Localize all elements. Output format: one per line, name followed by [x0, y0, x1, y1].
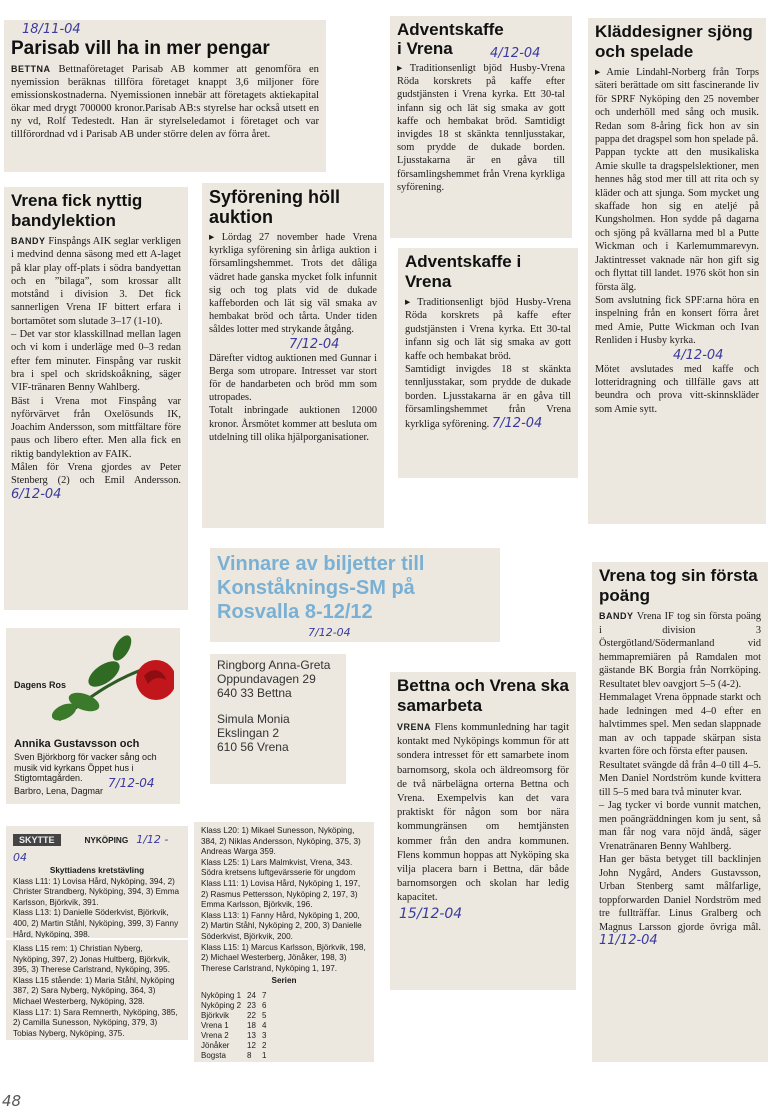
serien-row: [201, 1051, 272, 1061]
article-parisab: [4, 20, 326, 172]
winners-addresses: [210, 654, 346, 784]
article-body: [397, 720, 569, 906]
ros-signed: Barbro, Lena, Dagmar: [14, 786, 104, 796]
article-text: Flens kommunledning har tagit kontakt med Nyköpings kommun för att sondera intresset för ett samarbete inom barnomsorg, skola och äldreomsorg för de två närbelägna orterna Bettna och Vrena. Exempelvis kan det vara praktiskt för någon som bor nära kommungränsen om hemtjänsten kommer från den andra kommunen. Flens kommun hoppas att Nyköping ska vilja placera barn i Bettna, där både barnomsorgen och skolan har ledig kapacitet.: [397, 722, 570, 904]
serien-cell-team: Bogsta: [201, 1050, 226, 1060]
handwritten-date: 4/12-04: [673, 347, 724, 363]
article-dagens-ros: [6, 628, 180, 804]
article-body-2: Mötet avslutades med kaffe och lotteridragning och tillfälle gavs att beundra och prova vitt-skinnskläder som Amie sytt.: [595, 363, 759, 415]
handwritten-date: 1/12 - 04: [13, 833, 169, 864]
ros-recipient: Annika Gustavsson och: [14, 738, 140, 750]
serien-cell-a: 24: [247, 990, 256, 1000]
serien-cell-team: Vrena 1: [201, 1020, 229, 1030]
article-body: [11, 63, 319, 141]
handwritten-date: 4/12-04: [490, 46, 541, 61]
serien-row: [201, 991, 272, 1001]
page-number: 48: [2, 1092, 22, 1110]
skytte-results-left-2: [6, 940, 188, 1040]
serien-cell-b: 2: [261, 1040, 267, 1050]
serien-cell-b: 7: [261, 990, 267, 1000]
serien-label: Serien: [271, 976, 297, 986]
article-body: ▸ Amie Lindahl-Norberg från Torps säteri berättade om sitt fascinerande liv för SPRF Nyköping den 25 november och underhöll med sång och musik. Redan som 8-åring fick hon av sin pappa det dragspel som hon spelade på. Pappan tyckte att den musikaliska Amie skulle ta dragspelslektioner, men hennes håg stod mer till att rita och sy kläder och att sjunga. Som mycket ung skaffade hon sig en ateljé på Kungsholmen. Hon sydde på dagarna och sjöng på kvällarna med bl a Putte Wickman och i Karlemummarevyn. Jaktintresset vaknade när hon gift sig och flyttat till landet. 1976 sköt hon sin första älg. Som avslutning fick SPF:arna höra en inspelning från en konsert förra året med Amie, Putte Wickman och Ivan Renliden i Husby kyrka.: [595, 67, 759, 347]
ros-text: Sven Björkborg för vacker sång och musik vid kyrkans Öppet hus i Stigtomtagården.: [14, 752, 157, 784]
serien-cell-a: 12: [247, 1040, 256, 1050]
handwritten-date: 6/12-04: [11, 486, 62, 502]
serien-cell-team: Vrena 2: [201, 1030, 229, 1040]
skytte-header: SKYTTE: [13, 834, 61, 846]
serien-row: [201, 1001, 272, 1011]
skytte-results-middle: [194, 822, 374, 1062]
serien-cell-team: Nyköping 2: [201, 1000, 242, 1010]
serien-cell-team: Björkvik: [201, 1010, 230, 1020]
kicker: VRENA: [397, 722, 432, 732]
serien-cell-a: 23: [247, 1000, 256, 1010]
article-bettna-vrena: [390, 672, 576, 990]
article-body-2: Därefter vidtog auktionen med Gunnar i Berga som utropare. Intresset var stort för de handarbeten och bröd mm som utropades. Totalt inbringade auktionen 12000 kronor. Årsmötet kommer att besluta om utdelning till olika hjälporganisationer.: [209, 352, 377, 443]
rose-image: [14, 632, 174, 724]
serien-cell-a: 8: [247, 1050, 252, 1060]
serien-table: [201, 991, 272, 1061]
dagens-ros-label: Dagens Ros: [14, 680, 67, 690]
article-vinnare: [210, 548, 500, 642]
article-forsta-poang: [592, 562, 768, 1062]
serien-cell-a: 22: [247, 1010, 256, 1020]
handwritten-date: 7/12-04: [289, 336, 340, 352]
kicker: BETTNA: [11, 64, 51, 74]
article-text: ▸ Traditionsenligt bjöd Husby-Vrena Röda korskrets på kaffe efter gudstjänsten i Vrena kyrka. Ett 30-tal infann sig och lät sig smaka av gott kaffe och hembakat bröd. Samtidigt invigdes 18 st skänkta tennljusstakar, som prydde de dukade borden. Ljusstakarna är en gåva till församlingshemmet från Vrena kyrkliga syförening.: [405, 297, 571, 430]
serien-row: [201, 1031, 272, 1041]
skytte-results-3: Klass L20: 1) Mikael Sunesson, Nyköping, 384, 2) Niklas Andersson, Nyköping, 375, 3) Andreas Warga 359. Klass L25: 1) Lars Malmkvist, Vrena, 343. Södra kretsens luftgevärsserie för ungdom Klass L11: 1) Lovisa Hård, Nyköping 1, 197, 2) Rasmus Pettersson, Nyköping 2, 197, 3) Emma Karlsson, Björkvik, 196. Klass L13: 1) Fanny Hård, Nyköping 1, 200, 2) Martin Ståhl, Nyköping 2, 200, 3) Danielle Söderkvist, Björkvik, 200. Klass L15: 1) Marcus Karlsson, Björkvik, 198, 2) Michael Westerberg, Jönåker, 198, 3) Therese Carlstrand, Nyköping 1, 197.: [201, 826, 366, 973]
skytte-place: NYKÖPING: [84, 836, 129, 845]
serien-cell-a: 13: [247, 1030, 256, 1040]
serien-cell-team: Jönåker: [201, 1040, 230, 1050]
headline: Adventskaffe i Vrena: [397, 20, 504, 58]
skytte-results-2: Klass L15 rem: 1) Christian Nyberg, Nyköping, 397, 2) Jonas Hultberg, Björkvik, 395, 3) Therese Carlstrand, Nyköping, 395. Klass L15 stående: 1) Maria Ståhl, Nyköping 387, 2) Sara Nyberg, Nyköping, 364, 3) Michael Westerberg, Nyköping, 328. Klass L17: 1) Sara Remnerth, Nyköping, 385, 2) Camilla Sunesson, Nyköping, 379, 3) Tobias Nyberg, Nyköping, 375.: [13, 944, 178, 1038]
article-text: Vrena IF tog sin första poäng i division 3 Östergötland/Södermanland vid hemmapremiären på Ramdalen mot gästande BK Borgia från Norrköping. Resultatet blev oavgjort 5–5 (4-2). Hemmalaget Vrena öppnade starkt och hade ledningen med 4–0 efter en halvtimmes spel. Men sedan slappnade man av och tappade skärpan sista kvarten före och första efter pausen. Resultatet svängde då från 4–0 till 4–5. Men Daniel Nordström kunde kvittera till 5–5 med bara två minuter kvar. – Jag tycker vi borde vunnit matchen, men poängräddningen kom ju sent, så man får nog vara nöjd ändå, säger Vrenatränaren Benny Wahlberg. Han ger bästa betyget till backlinjen John Nygård, Anders Gustavsson, Urban Stenberg samt målfarlige, toppforwarden Daniel Nordström med tre fullträffar. Linus Gralberg och Magnus Larsson gjorde övriga mål.: [599, 611, 761, 933]
rose-leaf: [109, 632, 135, 663]
article-bandylektion: [4, 187, 188, 610]
headline: Vinnare av biljetter till Konståknings-SM på Rosvalla 8-12/12: [217, 553, 425, 623]
article-body: ▸ Lördag 27 november hade Vrena kyrkliga syförening sin årliga auktion i församlingshemmet. Trots det dåliga vädret hade ganska mycket folk infunnit sig och tog plats vid de dukade kaffeborden och lät sig väl smaka av hembakat bröd och tårta. Under tiden såldes lotter med strykande åtgång.: [209, 232, 377, 336]
headline: Vrena tog sin första poäng: [599, 566, 758, 605]
article-syforening: [202, 183, 384, 528]
handwritten-date: 11/12-04: [599, 933, 658, 948]
serien-cell-b: 4: [261, 1020, 267, 1030]
kicker: BANDY: [599, 611, 634, 621]
article-body: [405, 296, 571, 431]
handwritten-date: 18/11-04: [22, 22, 81, 37]
headline: Adventskaffe i Vrena: [405, 252, 522, 291]
serien-cell-team: Nyköping 1: [201, 990, 242, 1000]
headline: Vrena fick nyttig bandylektion: [11, 191, 143, 230]
rose-leaf: [84, 656, 124, 691]
winner-address-1: Ringborg Anna-Greta Oppundavagen 29 640 33 Bettna: [217, 658, 331, 700]
serien-cell-b: 6: [261, 1000, 267, 1010]
headline: Bettna och Vrena ska samarbeta: [397, 676, 569, 715]
handwritten-date: 7/12-04: [108, 776, 155, 790]
article-body: [599, 610, 761, 949]
kicker: BANDY: [11, 236, 46, 246]
serien-cell-b: 1: [261, 1050, 267, 1060]
serien-row: [201, 1021, 272, 1031]
serien-row: [201, 1041, 272, 1051]
headline: Kläddesigner sjöng och spelade: [595, 22, 753, 61]
skytte-results-1: Klass L11: 1) Lovisa Hård, Nyköping, 394, 2) Christer Strandberg, Nyköping, 394, 3) Emma Karlsson, Björkvik, 391. Klass L13: 1) Danielle Söderkvist, Björkvik, 400, 2) Martin Ståhl, Nyköping, 399, 3) Fanny Hård, Nyköping, 398.: [13, 876, 180, 938]
skytte-results-left: [6, 826, 188, 938]
serien-cell-b: 5: [261, 1010, 267, 1020]
article-text: Finspångs AIK seglar verkligen i medvind denna säsong med ett A-laget på klar play off-plats i södra bandyettan och en ”bilaga”, som krossar allt motstånd i division 3. Det fick sannerligen Vrena IF bittert erfara i bortamötet som slutade 3–17 (1-10). – Det var stor klasskillnad mellan lagen och vi kom i underläge med 0–3 redan efter fem minuter. Finspång var ruskit bra i spel och skridskoåkning, säger VIF-tränaren Benny Wahlberg. Bäst i Vrena mot Finspång var nyförvärvet från Oxelösunds IK, Joachim Andersson, som mittfältare före paus och libero efter. Men alla fick en riktig bandylektion av FAIK. Målen för Vrena gjordes av Peter Stenberg (2) och Emil Andersson.: [11, 236, 181, 487]
handwritten-date: 7/12-04: [491, 415, 543, 431]
article-adventskaffe-1: [390, 16, 572, 238]
skytte-subtitle: Skyttiadens kretstävling: [49, 866, 145, 875]
serien-cell-a: 18: [247, 1020, 256, 1030]
handwritten-date: 15/12-04: [399, 905, 463, 922]
serien-row: [201, 1011, 272, 1021]
article-body: ▸ Traditionsenligt bjöd Husby-Vrena Röda korskrets på kaffe efter gudstjänsten i Vrena kyrka. Ett 30-tal infann sig och lät sig smaka av gott kaffe och hembakat bröd. Samtidigt invigdes 18 st skänkta tennljusstakar, som prydde de dukade borden. Ljusstakarna är en gåva till församlingshemmet från Vrena kyrkliga syförening.: [397, 63, 565, 193]
headline: Syförening höll auktion: [209, 187, 341, 227]
winner-address-2: Simula Monia Ekslingan 2 610 56 Vrena: [217, 712, 290, 754]
serien-cell-b: 3: [261, 1030, 267, 1040]
handwritten-date: 7/12-04: [308, 626, 351, 639]
article-kladdesigner: [588, 18, 766, 524]
rose-bloom: [136, 660, 174, 700]
article-text: Bettnaföretaget Parisab AB kommer att genomföra en nyemission beräknas tillföra företaget knappt 3,6 miljoner före emissionskostnaderna. Nyemissionen innebär att företagets aktiekapital ökar med drygt 700000 kronor.Parisab AB:s styrelse har också utsett en ny vd, Rolf Tedestedt. Han är styrelseledamot i företaget och var tillförordnad vd i Parisab AB under större delen av förra året.: [11, 64, 319, 140]
headline: Parisab vill ha in mer pengar: [11, 38, 270, 59]
article-body: [11, 235, 181, 502]
article-adventskaffe-2: [398, 248, 578, 478]
